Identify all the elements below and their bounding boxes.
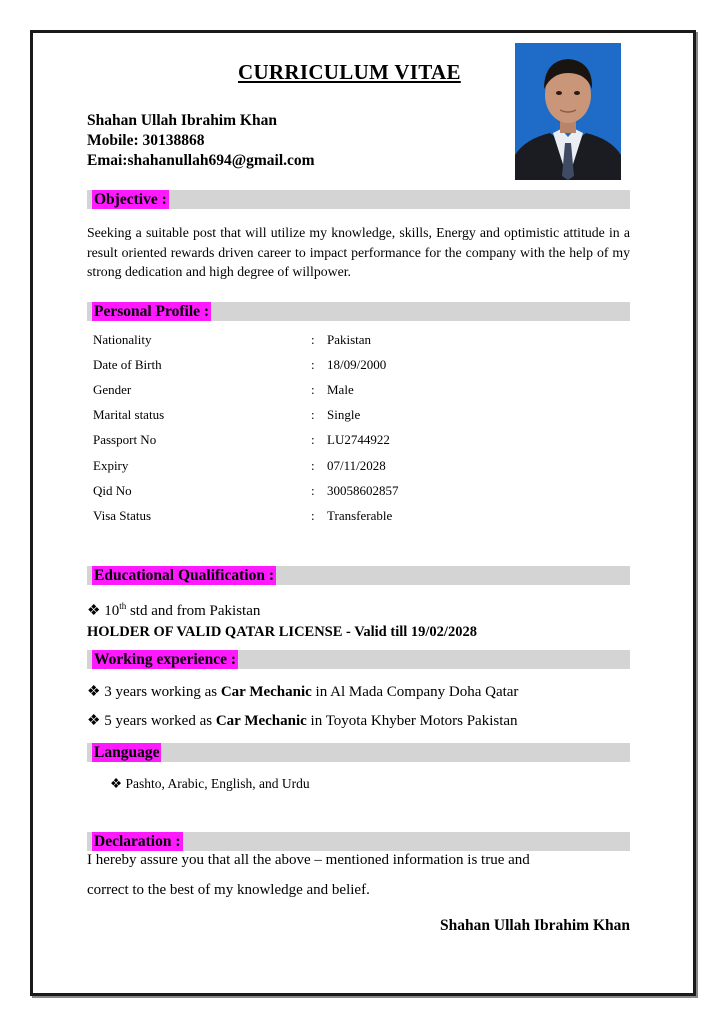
document-title: CURRICULUM VITAE: [238, 60, 461, 84]
profile-row-separator: :: [311, 332, 315, 347]
diamond-bullet-icon: ❖: [110, 776, 123, 791]
candidate-name: Shahan Ullah Ibrahim Khan: [87, 112, 277, 129]
profile-row-separator: :: [311, 458, 315, 473]
objective-heading: Objective :: [94, 191, 167, 208]
profile-row-label: Visa Status: [93, 508, 152, 523]
experience-employer: in Toyota Khyber Motors Pakistan: [306, 713, 518, 729]
experience-item: [87, 682, 518, 701]
profile-photo: [515, 43, 621, 180]
signature-name: Shahan Ullah Ibrahim Khan: [440, 917, 630, 934]
diamond-bullet-icon: ❖: [87, 603, 101, 619]
diamond-bullet-icon: ❖: [87, 713, 101, 729]
profile-row-label: Gender: [93, 382, 132, 397]
personal-profile-heading: Personal Profile :: [94, 303, 210, 320]
profile-row-separator: :: [311, 357, 315, 372]
experience-duration: 3 years working as: [104, 684, 221, 700]
profile-row-label: Marital status: [93, 407, 165, 422]
profile-row-label: Nationality: [93, 332, 152, 347]
profile-row-value: 30058602857: [327, 483, 399, 498]
personal-profile-section-bar: [87, 302, 630, 321]
language-section-bar: [87, 743, 630, 762]
profile-row-separator: :: [311, 508, 315, 523]
profile-row-label: Qid No: [93, 483, 132, 498]
profile-row-separator: :: [311, 483, 315, 498]
experience-role: Car Mechanic: [220, 684, 312, 700]
education-detail: std and from Pakistan: [126, 603, 261, 619]
profile-row-value: Single: [327, 407, 361, 422]
experience-role: Car Mechanic: [215, 713, 307, 729]
profile-row-value: 07/11/2028: [327, 458, 386, 473]
profile-row-separator: :: [311, 432, 315, 447]
profile-row-label: Passport No: [93, 432, 157, 447]
profile-row-value: Male: [327, 382, 354, 397]
diamond-bullet-icon: ❖: [87, 684, 101, 700]
education-item: [87, 601, 260, 620]
education-section-bar: [87, 566, 630, 585]
profile-row-separator: :: [311, 407, 315, 422]
profile-row-label: Expiry: [93, 458, 129, 473]
experience-item: [87, 711, 518, 730]
language-item: [110, 776, 310, 792]
education-grade-suffix: th: [119, 601, 127, 611]
experience-employer: in Al Mada Company Doha Qatar: [311, 684, 519, 700]
profile-row-label: Date of Birth: [93, 357, 162, 372]
language-list: Pashto, Arabic, English, and Urdu: [125, 776, 310, 791]
profile-row-separator: :: [311, 382, 315, 397]
language-heading: Language: [94, 744, 160, 761]
education-heading: Educational Qualification :: [94, 567, 274, 584]
license-note: HOLDER OF VALID QATAR LICENSE - Valid till 19/02/2028: [87, 624, 477, 640]
declaration-line: I hereby assure you that all the above – mentioned information is true and: [87, 852, 530, 868]
experience-duration: 5 years worked as: [104, 713, 216, 729]
profile-row-value: LU2744922: [327, 432, 390, 447]
profile-row-value: 18/09/2000: [327, 357, 387, 372]
declaration-section-bar: [87, 832, 630, 851]
email-address: Emai:shahanullah694@gmail.com: [87, 152, 315, 169]
objective-text: Seeking a suitable post that will utilize my knowledge, skills, Energy and optimistic attitude in a result oriented rewards driven career to impact performance for the company with the help of my strong dedication and high degree of willpower.: [87, 225, 630, 279]
experience-section-bar: [87, 650, 630, 669]
education-grade: 10: [104, 603, 120, 619]
experience-heading: Working experience :: [94, 651, 237, 668]
objective-section-bar: [87, 190, 630, 209]
declaration-heading: Declaration :: [94, 833, 181, 850]
declaration-line: correct to the best of my knowledge and belief.: [87, 882, 370, 898]
profile-row-value: Transferable: [327, 508, 393, 523]
mobile-number: Mobile: 30138868: [87, 132, 205, 149]
profile-row-value: Pakistan: [327, 332, 372, 347]
